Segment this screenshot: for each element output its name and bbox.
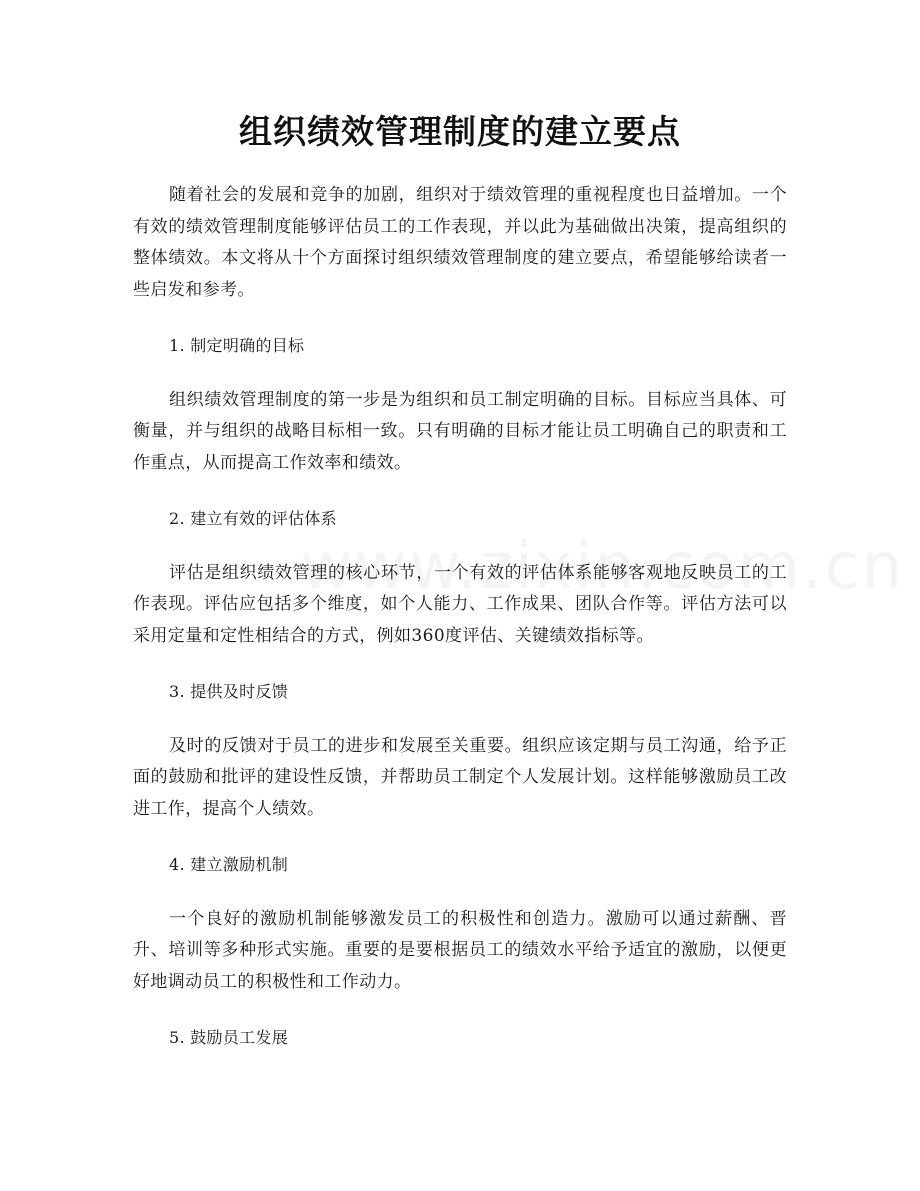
section-heading-3: 3. 提供及时反馈 <box>169 682 289 701</box>
intro-paragraph: 随着社会的发展和竞争的加剧，组织对于绩效管理的重视程度也日益增加。一个有效的绩效管理制度能够评估员工的工作表现，并以此为基础做出决策，提高组织的整体绩效。本文将从十个方面探讨组织绩效管理制度的建立要点，希望能够给读者一些启发和参考。 <box>133 185 787 300</box>
section-body-4: 一个良好的激励机制能够激发员工的积极性和创造力。激励可以通过薪酬、晋升、培训等多种形式实施。重要的是要根据员工的绩效水平给予适宜的激励，以便更好地调动员工的积极性和工作动力。 <box>133 908 787 992</box>
section-body-2: 评估是组织绩效管理的核心环节，一个有效的评估体系能够客观地反映员工的工作表现。评估应包括多个维度，如个人能力、工作成果、团队合作等。评估方法可以采用定量和定性相结合的方式，例如360度评估、关键绩效指标等。 <box>133 562 787 646</box>
section-heading-2: 2. 建立有效的评估体系 <box>169 509 337 528</box>
section-heading-5: 5. 鼓励员工发展 <box>169 1028 289 1047</box>
section-heading-1: 1. 制定明确的目标 <box>169 336 305 355</box>
document-body <box>133 180 787 1054</box>
section-body-1: 组织绩效管理制度的第一步是为组织和员工制定明确的目标。目标应当具体、可衡量，并与组织的战略目标相一致。只有明确的目标才能让员工明确自己的职责和工作重点，从而提高工作效率和绩效。 <box>133 389 787 473</box>
section-body-3: 及时的反馈对于员工的进步和发展至关重要。组织应该定期与员工沟通，给予正面的鼓励和批评的建设性反馈，并帮助员工制定个人发展计划。这样能够激励员工改进工作，提高个人绩效。 <box>133 735 787 819</box>
document-title: 组织绩效管理制度的建立要点 <box>239 112 681 151</box>
section-heading-4: 4. 建立激励机制 <box>169 855 289 874</box>
